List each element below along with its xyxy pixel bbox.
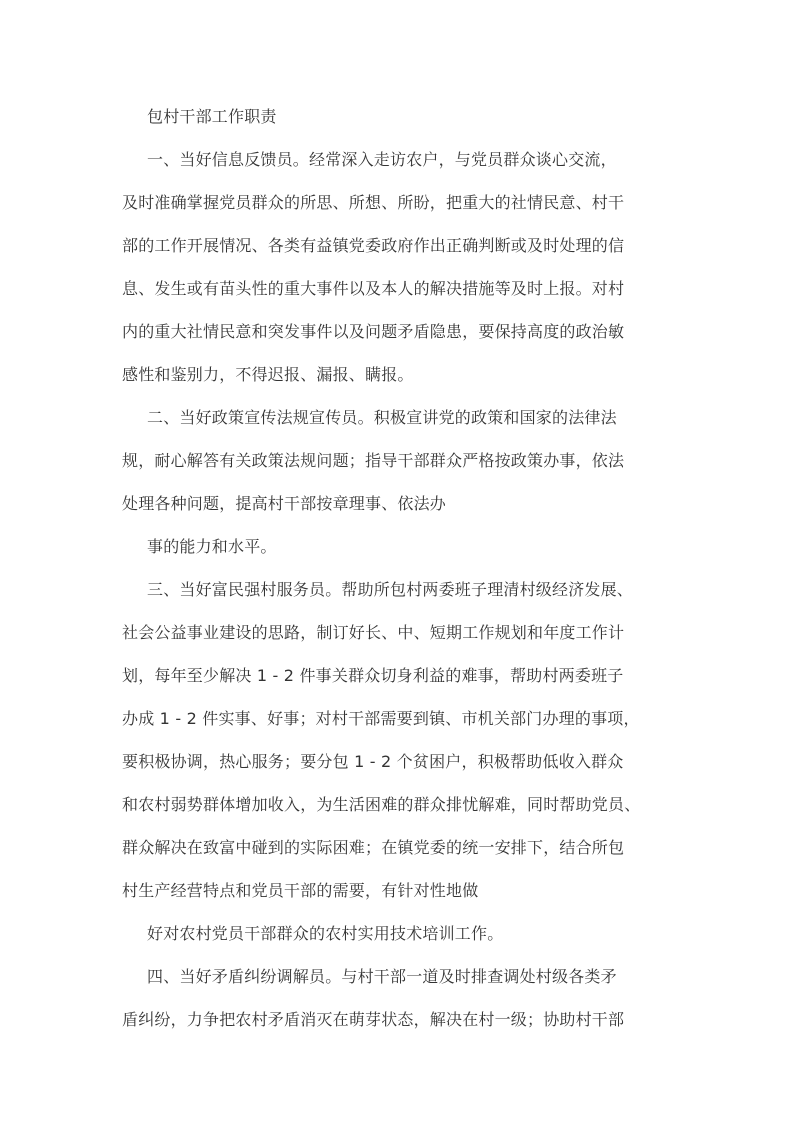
- paragraph-3-line-5: 要积极协调，热心服务；要分包 1 - 2 个贫困户，积极帮助低收入群众: [122, 752, 624, 771]
- paragraph-2-line-4: 事的能力和水平。: [147, 537, 277, 556]
- paragraph-1-line-4: 息、发生或有苗头性的重大事件以及本人的解决措施等及时上报。对村: [122, 279, 625, 298]
- paragraph-3-line-8: 村生产经营特点和党员干部的需要，有针对性地做: [122, 881, 479, 900]
- paragraph-3-line-7: 群众解决在致富中碰到的实际困难；在镇党委的统一安排下，结合所包: [122, 838, 625, 857]
- paragraph-3-line-9: 好对农村党员干部群众的农村实用技术培训工作。: [147, 924, 504, 943]
- paragraph-2-line-2: 规，耐心解答有关政策法规问题；指导干部群众严格按政策办事，依法: [122, 451, 625, 470]
- paragraph-1-line-5: 内的重大社情民意和突发事件以及问题矛盾隐患，要保持高度的政治敏: [122, 322, 625, 341]
- paragraph-3-line-2: 社会公益事业建设的思路，制订好长、中、短期工作规划和年度工作计: [122, 623, 625, 642]
- paragraph-1-line-6: 感性和鉴别力，不得迟报、漏报、瞒报。: [122, 365, 414, 384]
- paragraph-1-line-3: 部的工作开展情况、各类有益镇党委政府作出正确判断或及时处理的信: [122, 236, 625, 255]
- paragraph-3-line-1: 三、当好富民强村服务员。帮助所包村两委班子理清村级经济发展、: [147, 580, 634, 599]
- paragraph-2-line-1: 二、当好政策宣传法规宣传员。积极宣讲党的政策和国家的法律法: [147, 408, 617, 427]
- paragraph-1-line-1: 一、当好信息反馈员。经常深入走访农户，与党员群众谈心交流，: [147, 150, 617, 169]
- paragraph-4-line-2: 盾纠纷，力争把农村矛盾消灭在萌芽状态，解决在村一级；协助村干部: [122, 1010, 625, 1029]
- paragraph-3-line-6: 和农村弱势群体增加收入，为生活困难的群众排忧解难，同时帮助党员、: [122, 795, 641, 814]
- paragraph-1-line-2: 及时准确掌握党员群众的所思、所想、所盼，把重大的社情民意、村干: [122, 193, 625, 212]
- paragraph-4-line-1: 四、当好矛盾纠纷调解员。与村干部一道及时排查调处村级各类矛: [147, 967, 617, 986]
- document-title: 包村干部工作职责: [147, 107, 277, 126]
- paragraph-3-line-4: 办成 1 - 2 件实事、好事；对村干部需要到镇、市机关部门办理的事项，: [122, 709, 640, 728]
- paragraph-3-line-3: 划，每年至少解决 1 - 2 件事关群众切身利益的难事，帮助村两委班子: [122, 666, 624, 685]
- paragraph-2-line-3: 处理各种问题，提高村干部按章理事、依法办: [122, 494, 447, 513]
